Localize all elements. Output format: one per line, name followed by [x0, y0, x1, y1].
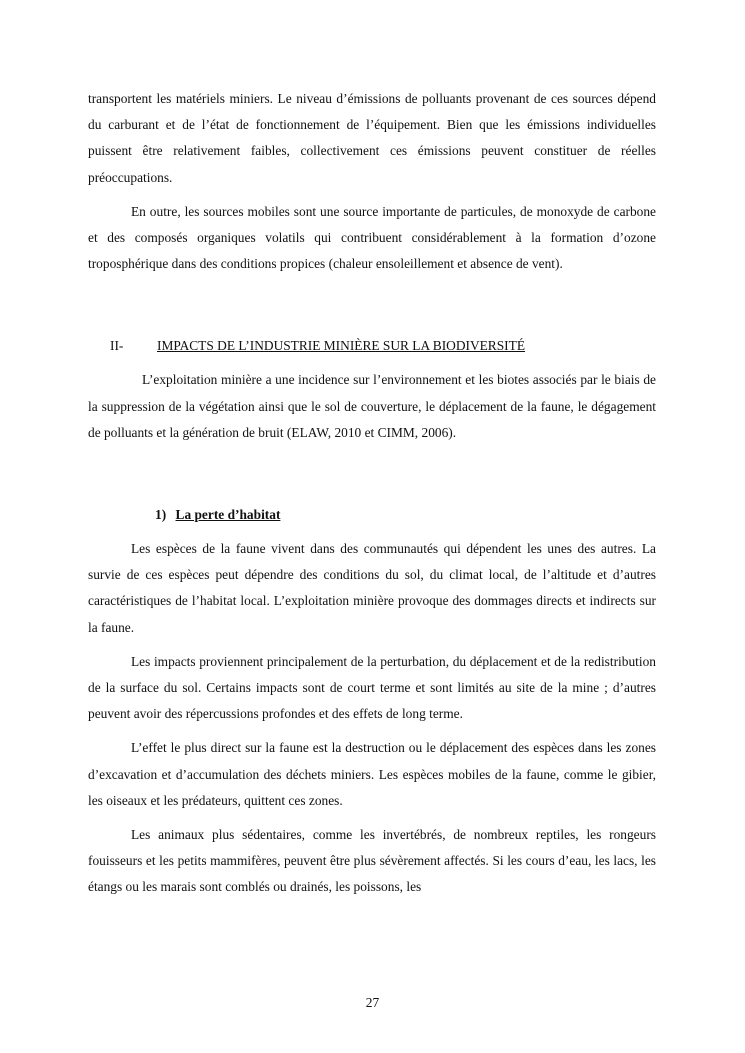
subsection-heading [88, 502, 656, 528]
paragraph-mobile-sources-particles: En outre, les sources mobiles sont une source importante de particules, de monoxyde de carbone et des composés organiques volatils qui contribuent considérablement à la formation d’ozone troposphérique dans des conditions propices (chaleur ensoleillement et absence de vent). [88, 203, 656, 272]
paragraph-direct-effect: L’effet le plus direct sur la faune est la destruction ou le déplacement des espèces dans les zones d’excavation et d’accumulation des déchets miniers. Les espèces mobiles de la faune, comme le gibier, les oiseaux et les prédateurs, quittent ces zones. [88, 740, 656, 808]
section-number: II- [110, 338, 124, 354]
paragraph-sedentary-animals: Les animaux plus sédentaires, comme les invertébrés, de nombreux reptiles, les rongeurs fouisseurs et les petits mammifères, peuvent être plus sévèrement affectés. Si les cours d’eau, les lacs, les étangs ou les marais sont comblés ou drainés, les poissons, les [88, 827, 656, 895]
paragraph-mobile-sources-continued: transportent les matériels miniers. Le niveau d’émissions de polluants provenant de ces sources dépend du carburant et de l’état de fonctionnement de l’équipement. Bien que les émissions individuelles puissent être relativement faibles, collectivement ces émissions peuvent constituer de réelles préoccupations. [88, 91, 656, 185]
page-body [88, 86, 656, 901]
paragraph-fauna-communities: Les espèces de la faune vivent dans des communautés qui dépendent les unes des autres. La survie de ces espèces peut dépendre des conditions du sol, du climat local, de l’altitude et d’autres caractéristiques de l’habitat local. L’exploitation minière provoque des dommages directs et indirects sur la faune. [88, 541, 656, 635]
subsection-number: 1) [155, 507, 167, 523]
paragraph-mining-impact-intro: L’exploitation minière a une incidence sur l’environnement et les biotes associés par le biais de la suppression de la végétation ainsi que le sol de couverture, le déplacement de la faune, le dégagement de polluants et la génération de bruit (ELAW, 2010 et CIMM, 2006). [88, 372, 656, 440]
subsection-title: La perte d’habitat [175, 507, 281, 523]
section-heading [88, 333, 656, 359]
section-title: IMPACTS DE L’INDUSTRIE MINIÈRE SUR LA BIODIVERSITÉ [157, 338, 526, 354]
page-number: 27 [365, 995, 380, 1010]
paragraph-impacts-origin: Les impacts proviennent principalement de la perturbation, du déplacement et de la redistribution de la surface du sol. Certains impacts sont de court terme et sont limités au site de la mine ; d’autres peuvent avoir des répercussions profondes et des effets de long terme. [88, 653, 656, 722]
